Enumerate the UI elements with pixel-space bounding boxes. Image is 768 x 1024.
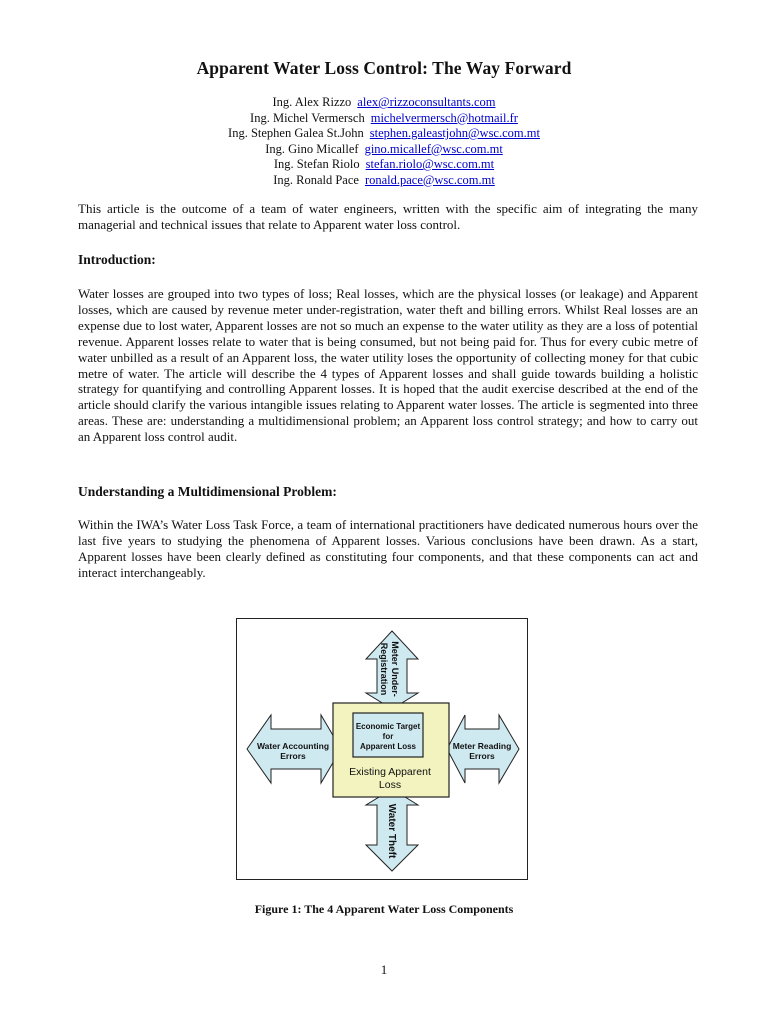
author-email-link[interactable]: stephen.galeastjohn@wsc.com.mt bbox=[369, 126, 540, 140]
author-list bbox=[0, 95, 768, 188]
figure-frame bbox=[236, 618, 528, 880]
page-number: 1 bbox=[380, 962, 388, 977]
intro-paragraph: Water losses are grouped into two types of loss; Real losses, which are the physical losses (or leakage) and Apparent losses, which are caused by revenue meter under-registration, water theft and billing errors. Whilst Real losses are an expense due to lost water, Apparent losses are not so much an expense to the water utility as they are a loss of potential revenue. Apparent losses relate to water that is being consumed, but not being paid for. Thus for every cubic metre of water unbilled as a result of an Apparent loss, the water utility loses the opportunity of collecting money for that cubic metre of water. The article will describe the 4 types of Apparent losses and shall guide towards building a holistic strategy for quantifying and controlling Apparent losses. It is hoped that the audit exercise described at the end of the article should clarify the various intangible issues relating to Apparent water losses. The article is segmented into three areas. These are: understanding a multidimensional problem; an Apparent loss control strategy; and how to carry out an Apparent loss control audit. bbox=[78, 286, 698, 445]
svg-text:Meter Under-: Meter Under- bbox=[390, 641, 400, 697]
left-arrow-label-1: Water Accounting bbox=[256, 741, 330, 751]
svg-text:Registration: Registration bbox=[379, 642, 389, 696]
section-paragraph: Within the IWA’s Water Loss Task Force, a team of international practitioners have dedicated numerous hours over the last five years to studying the phenomena of Apparent losses. Various conclusions have been drawn. As a start, Apparent losses have been clearly defined as constituting four components, and that these components can act and interact interchangeably. bbox=[78, 517, 698, 580]
author-name: Ing. Stephen Galea St.John bbox=[228, 126, 364, 140]
document-title: Apparent Water Loss Control: The Way Forward bbox=[196, 58, 572, 78]
intro-heading: Introduction: bbox=[78, 252, 156, 267]
author-name: Ing. Stefan Riolo bbox=[273, 157, 360, 171]
author-email-link[interactable]: michelvermersch@hotmail.fr bbox=[370, 110, 518, 125]
svg-text:Water Theft: Water Theft bbox=[386, 803, 397, 859]
author-name: Ing. Gino Micallef bbox=[265, 141, 359, 156]
figure-diagram bbox=[237, 619, 529, 881]
inner-box-line-3: Apparent Loss bbox=[359, 742, 417, 751]
center-box-line-2: Loss bbox=[378, 779, 402, 791]
author-line bbox=[0, 142, 768, 158]
right-arrow-label-1: Meter Reading bbox=[452, 741, 512, 751]
author-email-link[interactable]: ronald.pace@wsc.com.mt bbox=[364, 172, 495, 187]
author-email-link[interactable]: gino.micallef@wsc.com.mt bbox=[364, 141, 503, 156]
abstract-paragraph: This article is the outcome of a team of water engineers, written with the specific aim of integrating the many managerial and technical issues that relate to Apparent water loss control. bbox=[78, 201, 698, 232]
inner-box-line-2: for bbox=[382, 732, 394, 741]
right-arrow-label-2: Errors bbox=[469, 751, 495, 761]
author-email-link[interactable]: stefan.riolo@wsc.com.mt bbox=[365, 157, 495, 171]
author-line bbox=[0, 111, 768, 127]
section-heading: Understanding a Multidimensional Problem: bbox=[78, 484, 337, 499]
author-line bbox=[0, 95, 768, 111]
author-name: Ing. Michel Vermersch bbox=[250, 110, 365, 125]
author-line bbox=[0, 173, 768, 189]
author-line bbox=[0, 126, 768, 142]
bottom-arrow-label bbox=[386, 804, 397, 859]
author-name: Ing. Alex Rizzo bbox=[272, 95, 352, 109]
figure-caption: Figure 1: The 4 Apparent Water Loss Components bbox=[254, 902, 514, 916]
inner-box-line-1: Economic Target bbox=[355, 722, 421, 731]
author-email-link[interactable]: alex@rizzoconsultants.com bbox=[357, 95, 496, 109]
center-box-line-1: Existing Apparent bbox=[349, 766, 431, 778]
top-arrow-label bbox=[379, 641, 400, 697]
left-arrow-label-2: Errors bbox=[280, 751, 306, 761]
author-line bbox=[0, 157, 768, 173]
author-name: Ing. Ronald Pace bbox=[273, 172, 359, 187]
